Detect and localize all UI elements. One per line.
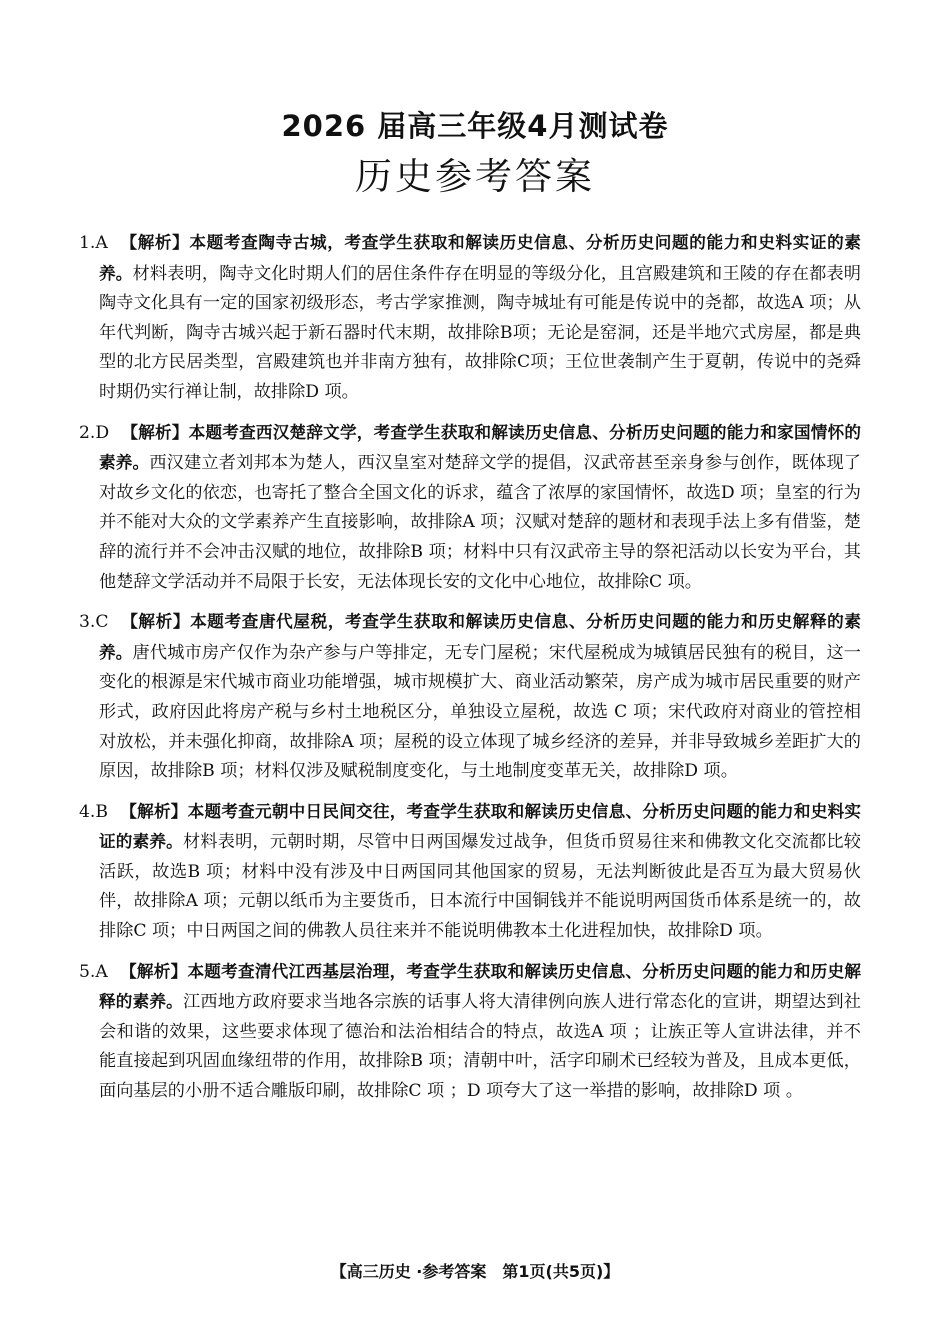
- page-subtitle: 历史参考答案: [355, 155, 595, 198]
- answer-body: 唐代城市房产仅作为杂产参与户等排定，无专门屋税；宋代屋税成为城镇居民独有的税目，这一变化的根源是宋代城市商业功能增强，城市规模扩大、商业活动繁荣，房产成为城市居民重要的财产形式，政府因此将房产税与乡村土地税区分，单独设立屋税，故选 C 项；宋代政府对商业的管控相对放松，并未强化抑商，故排除A 项；屋税的设立体现了城乡经济的差异，并非导致城乡差距扩大的原因，故排除B 项；材料仅涉及赋税制度变化，与土地制度变革无关，故排除D 项。: [99, 642, 861, 782]
- answer-number: 1.A: [79, 233, 108, 253]
- answer-item-3: [79, 607, 861, 787]
- answer-number: 2.D: [79, 422, 110, 443]
- answer-lead: 【解析】本题考查陶寺古城，考查学生获取和解读历史信息、分析历史问题的能力和史料实证的素养。: [99, 233, 861, 283]
- answer-item-2: [79, 418, 861, 598]
- answer-body: 材料表明，陶寺文化时期人们的居住条件存在明显的等级分化，且宫殿建筑和王陵的存在都表明陶寺文化具有一定的国家初级形态，考古学家推测，陶寺城址有可能是传说中的尧都，故选A 项；从年代判断，陶寺古城兴起于新石器时代末期，故排除B项；无论是窑洞，还是半地穴式房屋，都是典型的北方民居类型，宫殿建筑也并非南方独有，故排除C项；王位世袭制产生于夏朝，传说中的尧舜时期仍实行禅让制，故排除D 项。: [99, 263, 861, 402]
- answer-number: 3.C: [79, 612, 109, 633]
- answer-lead: 【解析】本题考查西汉楚辞文学，考查学生获取和解读历史信息、分析历史问题的能力和家国情怀的素养。: [99, 422, 861, 473]
- answer-body: 江西地方政府要求当地各宗族的话事人将大清律例向族人进行常态化的宣讲，期望达到社会和谐的效果，这些要求体现了德治和法治相结合的特点，故选A 项 ；让族正等人宣讲法律，并不能直接起到巩固血缘纽带的作用，故排除B 项；清朝中叶，活字印刷术已经较为普及，且成本更低，面向基层的小册不适合雕版印刷，故排除C 项 ；D 项夸大了这一举措的影响，故排除D 项 。: [99, 992, 861, 1102]
- answer-lead: 【解析】本题考查唐代屋税，考查学生获取和解读历史信息、分析历史问题的能力和历史解释的素养。: [99, 612, 861, 662]
- answer-body: 西汉建立者刘邦本为楚人，西汉皇室对楚辞文学的提倡，汉武帝甚至亲身参与创作，既体现了对故乡文化的依恋，也寄托了整合全国文化的诉求，蕴含了浓厚的家国情怀，故选D 项；皇室的行为并不能对大众的文学素养产生直接影响，故排除A 项；汉赋对楚辞的题材和表现手法上多有借鉴，楚辞的流行并不会冲击汉赋的地位，故排除B 项；材料中只有汉武帝主导的祭祀活动以长安为平台，其他楚辞文学活动并不局限于长安，无法体现长安的文化中心地位，故排除C 项。: [99, 453, 861, 592]
- answer-item-4: [79, 797, 861, 947]
- answer-item-1: [79, 228, 861, 408]
- answer-number: 5.A: [79, 961, 108, 982]
- answer-lead: 【解析】本题考查清代江西基层治理，考查学生获取和解读历史信息、分析历史问题的能力和历史解释的素养。: [99, 961, 861, 1012]
- answer-list: [79, 228, 861, 1117]
- exam-title: 2026 届高三年级4月测试卷: [281, 109, 669, 143]
- page-footer: 【高三历史 ·参考答案 第1页(共5页)】: [330, 1262, 620, 1281]
- answer-lead: 【解析】本题考查元朝中日民间交往，考查学生获取和解读历史信息、分析历史问题的能力和史料实证的素养。: [99, 801, 861, 852]
- answer-body: 材料表明，元朝时期，尽管中日两国爆发过战争，但货币贸易往来和佛教文化交流都比较活跃，故选B 项；材料中没有涉及中日两国同其他国家的贸易，无法判断彼此是否互为最大贸易伙伴，故排除A 项；元朝以纸币为主要货币，日本流行中国铜钱并不能说明两国货币体系是统一的，故排除C 项；中日两国之间的佛教人员往来并不能说明佛教本土化进程加快，故排除D 项。: [99, 832, 861, 942]
- answer-item-5: [79, 957, 861, 1107]
- answer-number: 4.B: [79, 801, 109, 822]
